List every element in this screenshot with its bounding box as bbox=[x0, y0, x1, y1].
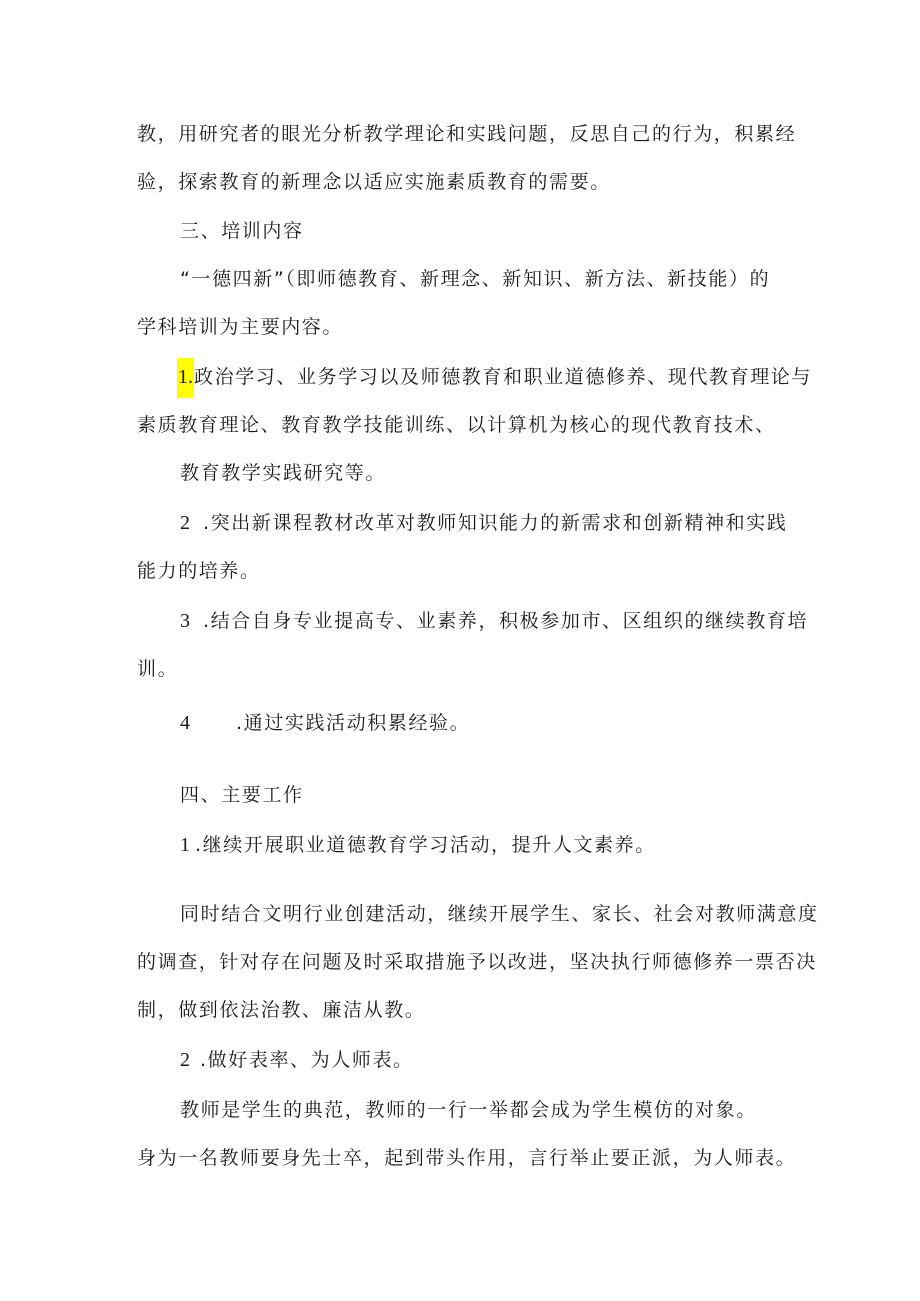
list-item-2-text: .突出新课程教材改革对教师知识能力的新需求和创新精神和实践 bbox=[203, 512, 788, 534]
list-item-1 bbox=[177, 364, 812, 398]
list-item-2 bbox=[180, 510, 787, 536]
paragraph-line-1: 教，用研究者的眼光分析教学理论和实践问题，反思自己的行为，积累经 bbox=[137, 123, 797, 145]
list-number-3: 3 bbox=[180, 610, 190, 632]
work-number-1: 1 bbox=[180, 834, 190, 856]
list-number-2: 2 bbox=[180, 512, 190, 534]
paragraph-line-21: 身为一名教师要身先士卒，起到带头作用，言行举止要正派，为人师表。 bbox=[137, 1147, 797, 1169]
section-heading-3: 三、培训内容 bbox=[180, 220, 304, 242]
highlighted-number: 1. bbox=[177, 358, 194, 398]
list-item-3-text: .结合自身专业提高专、业素养，积极参加市、区组织的继续教育培 bbox=[203, 610, 809, 632]
list-number-4: 4 bbox=[180, 712, 190, 734]
list-item-3 bbox=[180, 608, 808, 634]
paragraph-line-20: 教师是学生的典范，教师的一行一举都会成为学生模仿的对象。 bbox=[180, 1099, 757, 1121]
work-item-1 bbox=[180, 832, 656, 858]
paragraph-line-2: 验，探索教育的新理念以适应实施素质教育的需要。 bbox=[137, 171, 611, 193]
paragraph-line-5: 学科培训为主要内容。 bbox=[137, 316, 344, 338]
paragraph-line-18: 制，做到依法治教、廉洁从教。 bbox=[137, 999, 426, 1021]
list-item-1-text: 政治学习、业务学习以及师德教育和职业道德修养、现代教育理论与 bbox=[194, 366, 813, 388]
paragraph-line-16: 同时结合文明行业创建活动，继续开展学生、家长、社会对教师满意度 bbox=[180, 903, 819, 925]
work-number-2: 2 bbox=[180, 1049, 190, 1071]
work-item-2 bbox=[180, 1047, 414, 1073]
paragraph-line-12: 训。 bbox=[137, 658, 179, 680]
paragraph-line-4: “一德四新”（即师德教育、新理念、新知识、新方法、新技能）的 bbox=[180, 268, 771, 290]
list-item-4 bbox=[180, 710, 470, 736]
work-item-1-text: .继续开展职业道德教育学习活动，提升人文素养。 bbox=[195, 834, 656, 856]
paragraph-line-8: 教育教学实践研究等。 bbox=[180, 462, 387, 484]
section-heading-4: 四、主要工作 bbox=[180, 784, 304, 806]
paragraph-line-10: 能力的培养。 bbox=[137, 560, 261, 582]
list-item-4-text: .通过实践活动积累经验。 bbox=[236, 712, 471, 734]
paragraph-line-7: 素质教育理论、教育教学技能训练、以计算机为核心的现代教育技术、 bbox=[137, 414, 776, 436]
paragraph-line-17: 的调查，针对存在问题及时采取措施予以改进，坚决执行师德修养一票否决 bbox=[137, 951, 817, 973]
work-item-2-text: .做好表率、为人师表。 bbox=[200, 1049, 414, 1071]
